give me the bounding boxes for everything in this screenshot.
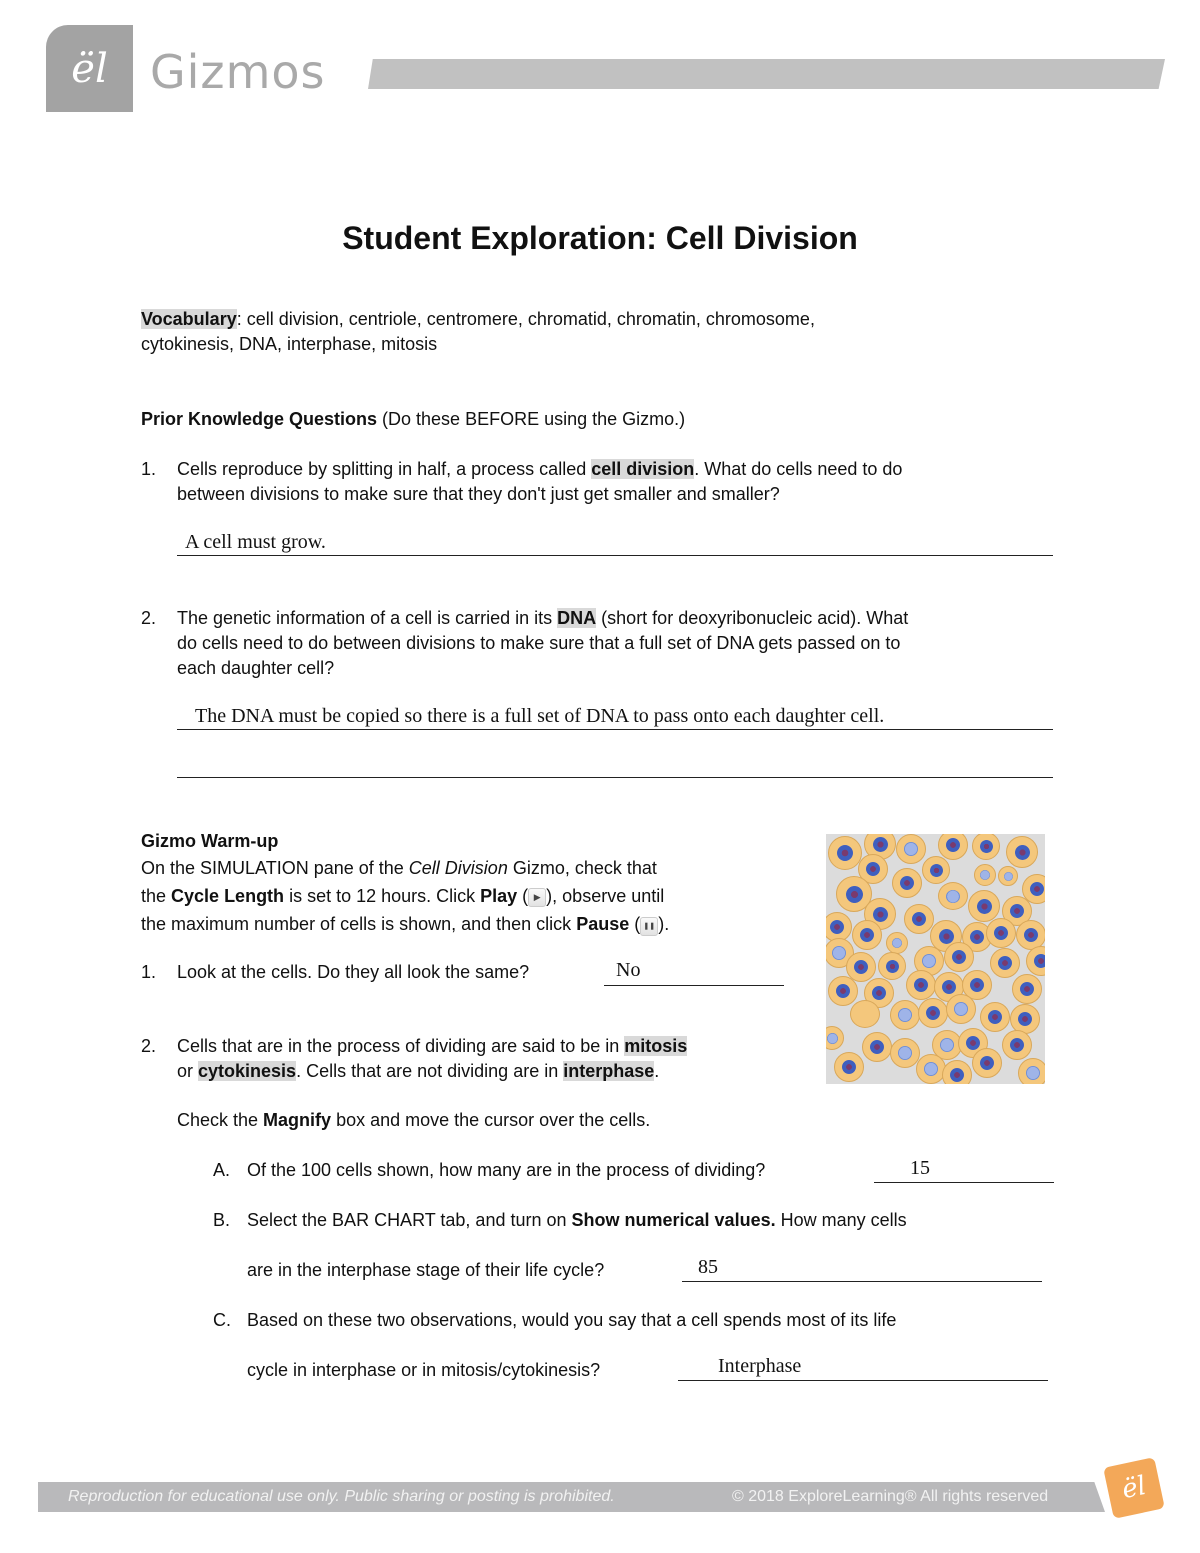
part-text: Based on these two observations, would you say that a cell spends most of its life [247, 1310, 897, 1330]
brand-name: Gizmos [150, 45, 326, 99]
answer-text: 15 [910, 1157, 930, 1179]
vocabulary-section [141, 307, 1061, 357]
answer-text: The DNA must be copied so there is a full set of DNA to pass onto each daughter cell. [195, 705, 885, 727]
answer-field-dividing[interactable] [874, 1158, 1054, 1183]
warmup-text: is set to 12 hours. Click [284, 886, 481, 906]
part-c-line2: cycle in interphase or in mitosis/cytokinesis? [247, 1360, 601, 1380]
warmup-question-2 [141, 1034, 821, 1084]
pause-icon: ❚❚ [640, 917, 658, 936]
cell-simulation-image [826, 834, 1045, 1084]
question-number: 2. [141, 1036, 157, 1056]
warmup-text: ( [629, 914, 641, 934]
prior-knowledge-title: Prior Knowledge Questions [141, 409, 378, 429]
question-text: . Cells that are not dividing are in [296, 1061, 564, 1081]
footer-disclaimer: Reproduction for educational use only. Public sharing or posting is prohibited. [68, 1488, 615, 1505]
part-letter: C. [213, 1310, 231, 1330]
answer-text: 85 [698, 1256, 718, 1278]
question-number: 2. [141, 608, 157, 628]
question-text: each daughter cell? [177, 658, 335, 678]
part-b [213, 1208, 907, 1233]
question-text: . What do cells need to do [694, 459, 903, 479]
prior-knowledge-subtitle: (Do these BEFORE using the Gizmo.) [377, 409, 686, 429]
show-numerical-values-term: Show numerical values. [571, 1210, 776, 1230]
term-mitosis: mitosis [624, 1036, 688, 1056]
vocabulary-terms: : cell division, centriole, centromere, chromatid, chromatin, chromosome, [236, 309, 815, 329]
question-number: 1. [141, 459, 157, 479]
answer-field-2-line2[interactable] [177, 753, 1053, 778]
part-text: Of the 100 cells shown, how many are in the process of dividing? [247, 1160, 766, 1180]
prior-question-2 [141, 606, 1081, 681]
vocabulary-terms-line2: cytokinesis, DNA, interphase, mitosis [141, 334, 438, 354]
question-text: . [654, 1061, 660, 1081]
term-cytokinesis: cytokinesis [198, 1061, 297, 1081]
part-letter: B. [213, 1210, 231, 1230]
question-text: The genetic information of a cell is carried in its [177, 608, 558, 628]
term-interphase: interphase [563, 1061, 655, 1081]
part-letter: A. [213, 1160, 231, 1180]
logo-glyph: ël [71, 45, 108, 92]
header-bar [368, 59, 1165, 89]
question-text: Cells reproduce by splitting in half, a process called [177, 459, 592, 479]
part-b-line2: are in the interphase stage of their life cycle? [247, 1260, 605, 1280]
answer-field-same[interactable] [604, 961, 784, 986]
logo-glyph: ël [1119, 1470, 1149, 1506]
part-text: How many cells [775, 1210, 907, 1230]
answer-field-2[interactable] [177, 705, 1053, 730]
instruction-text: box and move the cursor over the cells. [331, 1110, 651, 1130]
answer-field-1[interactable] [177, 531, 1053, 556]
question-number: 1. [141, 962, 157, 982]
play-icon: ▶ [528, 888, 546, 907]
play-term: Play [480, 886, 518, 906]
answer-field-interphase-count[interactable] [682, 1257, 1042, 1282]
warmup-text: Gizmo, check that [507, 858, 657, 878]
answer-text: A cell must grow. [185, 531, 326, 553]
question-text: (short for deoxyribonucleic acid). What [596, 608, 909, 628]
warmup-text: On the SIMULATION pane of the [141, 858, 409, 878]
term-highlight: DNA [557, 608, 597, 628]
question-text: do cells need to do between divisions to make sure that a full set of DNA gets passed on to [177, 633, 901, 653]
part-a [213, 1158, 766, 1183]
part-c [213, 1308, 897, 1333]
warmup-text: ). [658, 914, 670, 934]
cycle-length-term: Cycle Length [171, 886, 285, 906]
warmup-text: the maximum number of cells is shown, and then click [141, 914, 577, 934]
question-text: Look at the cells. Do they all look the same? [177, 962, 530, 982]
answer-field-life-cycle[interactable] [678, 1356, 1048, 1381]
prior-knowledge-heading [141, 407, 685, 432]
prior-question-1 [141, 457, 1081, 507]
question-text: or [177, 1061, 199, 1081]
page-title: Student Exploration: Cell Division [342, 220, 858, 256]
footer-copyright: © 2018 ExploreLearning® All rights reserved [732, 1488, 1049, 1505]
explorelearning-footer-logo [1103, 1457, 1165, 1519]
warmup-question-1 [141, 960, 529, 985]
warmup-heading: Gizmo Warm-up [141, 831, 279, 851]
warmup-section [141, 829, 821, 938]
warmup-text: ), observe until [546, 886, 665, 906]
pause-term: Pause [576, 914, 630, 934]
vocabulary-label: Vocabulary [141, 309, 237, 329]
instruction-text: Check the [177, 1110, 264, 1130]
warmup-text: the [141, 886, 172, 906]
explorelearning-logo [46, 25, 133, 112]
magnify-instruction [177, 1108, 650, 1133]
part-text: Select the BAR CHART tab, and turn on [247, 1210, 572, 1230]
gizmo-name: Cell Division [408, 858, 508, 878]
warmup-text: ( [517, 886, 529, 906]
question-text: between divisions to make sure that they don't just get smaller and smaller? [177, 484, 780, 504]
answer-text: No [616, 959, 641, 981]
term-highlight: cell division [591, 459, 695, 479]
magnify-term: Magnify [263, 1110, 332, 1130]
answer-text: Interphase [718, 1355, 802, 1377]
question-text: Cells that are in the process of dividing are said to be in [177, 1036, 625, 1056]
